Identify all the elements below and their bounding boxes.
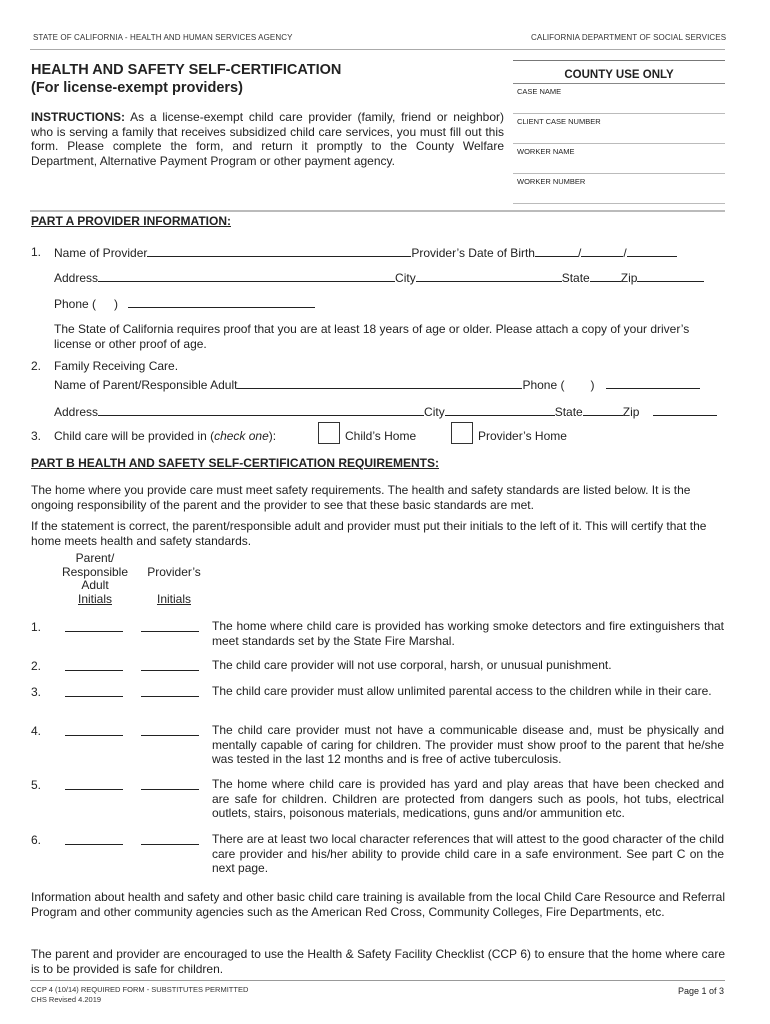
req-text: The child care provider will not use corporal, harsh, or unusual punishment. bbox=[212, 658, 612, 672]
col1-line4: Initials bbox=[77, 591, 112, 606]
req-text: The home where child care is provided has yard and play areas that have been checked and are safe for children. Children are protected from dangers such as pools, hot tubs, electrical outlets, stairs, poisonous materials, medications, guns and/or ammunition etc. bbox=[212, 777, 724, 820]
training-info: Information about health and safety and other basic child care training is available from the local Child Care Resource and Referral Program and other community agencies such as the American Red Cross, Community Colleges, Fire Departments, etc. bbox=[31, 890, 725, 919]
section-divider bbox=[30, 210, 725, 212]
req-text: The child care provider must not have a communicable disease and, must be physically and mentally capable of caring for children. The provider must show proof to the parent that he/she was tested in the last 12 months and is free of active tuberculosis. bbox=[212, 723, 724, 766]
agency-header: STATE OF CALIFORNIA - HEALTH AND HUMAN SERVICES AGENCY bbox=[33, 33, 293, 42]
col2-line2: Initials bbox=[156, 592, 191, 606]
provider-state-input[interactable] bbox=[590, 270, 621, 282]
req-number: 3. bbox=[31, 685, 42, 699]
instructions-label: INSTRUCTIONS: bbox=[31, 110, 125, 124]
dob-year-input[interactable] bbox=[627, 245, 677, 257]
county-use-box bbox=[513, 60, 725, 211]
worker-number-field[interactable]: WORKER NUMBER bbox=[513, 174, 725, 204]
parent-initials-input[interactable] bbox=[65, 844, 123, 845]
childs-home-label: Child’s Home bbox=[345, 429, 417, 443]
provider-name-input[interactable] bbox=[147, 245, 411, 257]
form-subtitle: (For license-exempt providers) bbox=[31, 80, 243, 96]
req-text: The home where child care is provided has working smoke detectors and fire extinguishers that meet standards set by the State Fire Marshal. bbox=[212, 619, 724, 648]
parent-city-input[interactable] bbox=[445, 404, 555, 416]
provider-phone-input[interactable] bbox=[128, 296, 315, 308]
dob-month-input[interactable] bbox=[535, 245, 578, 257]
parent-initials-input[interactable] bbox=[65, 631, 123, 632]
parent-name-input[interactable] bbox=[237, 377, 522, 389]
parent-address-input[interactable] bbox=[98, 404, 424, 416]
form-title: HEALTH AND SAFETY SELF-CERTIFICATION bbox=[31, 62, 342, 78]
provider-initials-header bbox=[138, 566, 210, 607]
parent-initials-input[interactable] bbox=[65, 789, 123, 790]
provider-initials-input[interactable] bbox=[141, 670, 199, 671]
part-a-heading: PART A PROVIDER INFORMATION: bbox=[31, 214, 231, 228]
childs-home-checkbox[interactable] bbox=[318, 422, 340, 444]
city-label: City bbox=[395, 271, 416, 285]
phone-paren: ) bbox=[114, 297, 119, 311]
item3-number: 3. bbox=[31, 429, 42, 443]
care-label: Child care will be provided in ( bbox=[54, 429, 215, 443]
parent-zip-label: Zip bbox=[622, 405, 640, 419]
parent-row bbox=[54, 377, 700, 393]
parent-phone-input[interactable] bbox=[606, 377, 700, 389]
req-number: 5. bbox=[31, 778, 42, 792]
provider-initials-input[interactable] bbox=[141, 844, 199, 845]
dob-label: Provider’s Date of Birth bbox=[411, 246, 535, 260]
dob-slash: / bbox=[577, 246, 582, 260]
case-name-field[interactable]: CASE NAME bbox=[513, 84, 725, 114]
care-italic: check one bbox=[214, 429, 269, 443]
providers-home-label: Provider’s Home bbox=[478, 429, 567, 443]
dob-day-input[interactable] bbox=[581, 245, 623, 257]
req-text: The child care provider must allow unlimited parental access to the children while in their care. bbox=[212, 684, 712, 698]
address-label: Address bbox=[54, 271, 99, 285]
provider-address-row bbox=[54, 270, 704, 286]
provider-phone-row bbox=[54, 296, 315, 312]
part-b-intro: The home where you provide care must meet safety requirements. The health and safety standards are listed below. It is the ongoing responsibility of the parent and the provider to see that these basic standards are met. bbox=[31, 483, 691, 512]
parent-state-label: State bbox=[554, 405, 583, 419]
parent-phone-label: Phone ( bbox=[522, 378, 565, 392]
provider-initials-input[interactable] bbox=[141, 696, 199, 697]
zip-label: Zip bbox=[620, 271, 638, 285]
provider-zip-input[interactable] bbox=[637, 270, 704, 282]
providers-home-checkbox[interactable] bbox=[451, 422, 473, 444]
parent-city-label: City bbox=[424, 405, 445, 419]
parent-phone-paren: ) bbox=[590, 378, 595, 392]
parent-initials-input[interactable] bbox=[65, 735, 123, 736]
parent-initials-input[interactable] bbox=[65, 696, 123, 697]
provider-initials-input[interactable] bbox=[141, 789, 199, 790]
revision: CHS Revised 4.2019 bbox=[31, 995, 102, 1004]
provider-address-input[interactable] bbox=[98, 270, 395, 282]
form-id: CCP 4 (10/14) REQUIRED FORM - SUBSTITUTES PERMITTED bbox=[31, 985, 249, 994]
req-number: 2. bbox=[31, 659, 42, 673]
provider-name-label: Name of Provider bbox=[54, 246, 148, 260]
col1-line3: Adult bbox=[81, 578, 109, 592]
provider-initials-input[interactable] bbox=[141, 631, 199, 632]
provider-row bbox=[54, 245, 677, 261]
parent-address-row bbox=[54, 404, 717, 420]
parent-initials-input[interactable] bbox=[65, 670, 123, 671]
parent-name-label: Name of Parent/Responsible Adult bbox=[54, 378, 238, 392]
client-case-number-field[interactable]: CLIENT CASE NUMBER bbox=[513, 114, 725, 144]
req-text: There are at least two local character references that will attest to the good character of the child care provider and his/her ability to provide child care in a safe environment. See part C on the next page. bbox=[212, 832, 724, 875]
county-use-heading: COUNTY USE ONLY bbox=[513, 61, 725, 84]
age-note: The State of California requires proof that you are at least 18 years of age or older. Please attach a copy of your driver’s license or other proof of age. bbox=[54, 322, 690, 351]
provider-city-input[interactable] bbox=[416, 270, 562, 282]
item2-number: 2. bbox=[31, 359, 42, 373]
req-number: 4. bbox=[31, 724, 42, 738]
care-location-label bbox=[54, 429, 276, 444]
req-number: 1. bbox=[31, 620, 42, 634]
instructions-text: As a license-exempt child care provider (family, friend or neighbor) who is serving a family that receives subsidized child care services, you must fill out this form. Please complete the form, and return it promptly to the County Welfare Department, Alternative Payment Program or other payment agency. bbox=[31, 110, 505, 168]
dob-slash: / bbox=[623, 246, 627, 260]
item1-number: 1. bbox=[31, 245, 42, 259]
department-header: CALIFORNIA DEPARTMENT OF SOCIAL SERVICES bbox=[531, 33, 727, 42]
parent-state-input[interactable] bbox=[583, 404, 623, 416]
checklist-note: The parent and provider are encouraged to use the Health & Safety Facility Checklist (CCP 6) to ensure that the home where care is to be provided is safe for children. bbox=[31, 947, 725, 976]
part-b-instructions: If the statement is correct, the parent/responsible adult and provider must put their initials to the left of it. This will certify that the home meets health and safety standards. bbox=[31, 519, 707, 548]
worker-name-field[interactable]: WORKER NAME bbox=[513, 144, 725, 174]
req-number: 6. bbox=[31, 833, 42, 847]
col2-line1: Provider’s bbox=[147, 565, 201, 579]
part-b-heading: PART B HEALTH AND SAFETY SELF-CERTIFICATION REQUIREMENTS: bbox=[31, 456, 439, 470]
family-label: Family Receiving Care. bbox=[54, 359, 179, 373]
provider-initials-input[interactable] bbox=[141, 735, 199, 736]
col1-line1: Parent/ bbox=[75, 551, 115, 565]
state-label: State bbox=[561, 271, 590, 285]
page-number: Page 1 of 3 bbox=[678, 986, 725, 996]
col1-line2: Responsible bbox=[61, 564, 129, 579]
header-divider bbox=[30, 49, 725, 50]
parent-zip-input[interactable] bbox=[653, 404, 717, 416]
care-end: ): bbox=[268, 429, 277, 443]
phone-label: Phone ( bbox=[54, 297, 97, 311]
instructions bbox=[31, 110, 504, 168]
footer-divider bbox=[30, 980, 725, 981]
parent-initials-header bbox=[56, 552, 134, 606]
parent-address-label: Address bbox=[54, 405, 99, 419]
